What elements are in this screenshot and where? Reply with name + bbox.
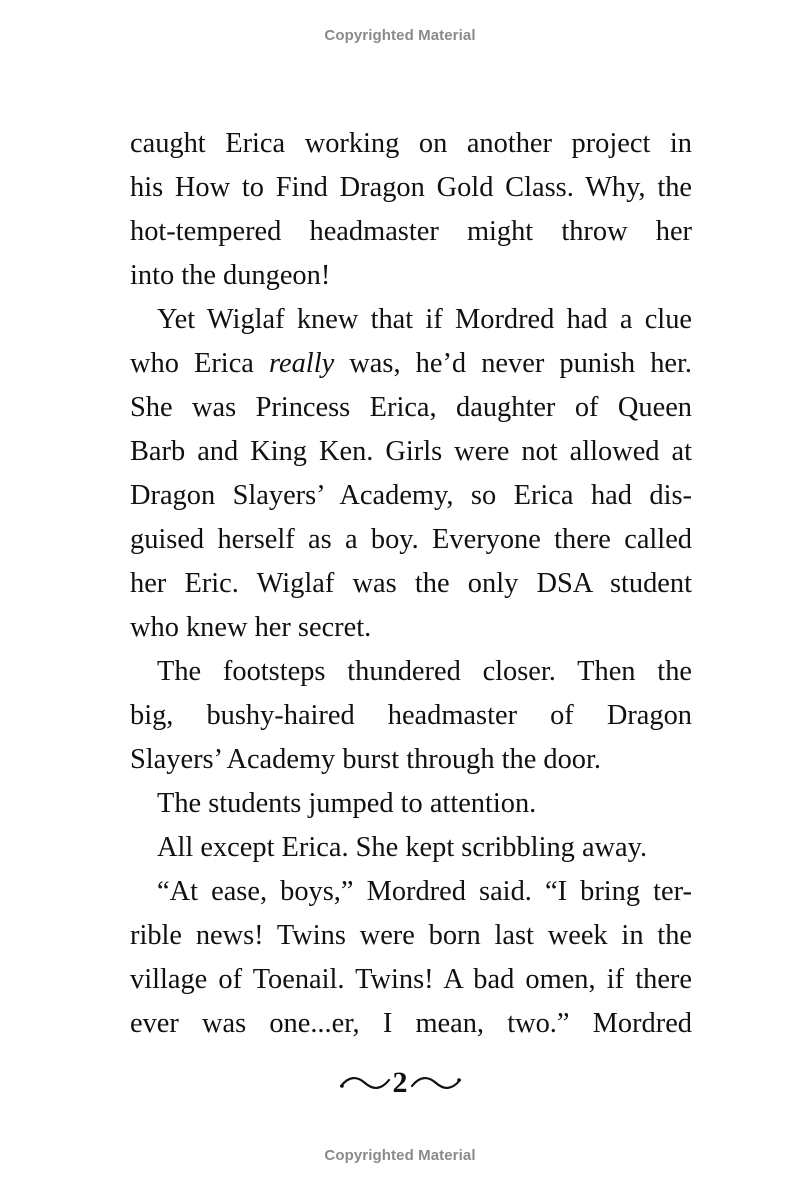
text-line: guised herself as a boy. Everyone there called: [130, 524, 692, 555]
page-number: 2: [392, 1066, 408, 1100]
right-swash-ornament-icon: [410, 1074, 462, 1092]
copyright-watermark-bottom: Copyrighted Material: [324, 1147, 476, 1164]
text-line: “At ease, boys,” Mordred said. “I bring ter-: [157, 876, 692, 907]
paragraph: [130, 122, 692, 298]
left-swash-ornament-icon: [339, 1074, 391, 1092]
text-line: village of Toenail. Twins! A bad omen, if there: [130, 964, 692, 995]
text-line: She was Princess Erica, daughter of Queen: [130, 392, 692, 423]
paragraph: [130, 782, 692, 826]
paragraph: [130, 826, 692, 870]
text-line: Dragon Slayers’ Academy, so Erica had dis-: [130, 480, 692, 511]
text-run: was, he’d never punish her.: [334, 348, 692, 379]
page-number-folio: [0, 1064, 800, 1100]
text-line: Yet Wiglaf knew that if Mordred had a clue: [157, 304, 692, 335]
text-line: The footsteps thundered closer. Then the: [157, 656, 692, 687]
text-line: caught Erica working on another project in: [130, 128, 692, 159]
text-line: rible news! Twins were born last week in the: [130, 920, 692, 951]
page-body-text: [130, 122, 692, 1046]
text-line: into the dungeon!: [130, 260, 331, 291]
text-line: All except Erica. She kept scribbling away.: [157, 832, 648, 863]
text-line: hot-tempered headmaster might throw her: [130, 216, 692, 247]
text-line: ever was one...er, I mean, two.” Mordred: [130, 1008, 692, 1039]
text-line: big, bushy-haired headmaster of Dragon: [130, 700, 692, 731]
paragraph: [130, 298, 692, 650]
text-line: Barb and King Ken. Girls were not allowed at: [130, 436, 692, 467]
text-line: her Eric. Wiglaf was the only DSA student: [130, 568, 692, 599]
paragraph: [130, 650, 692, 782]
text-line: [130, 342, 692, 386]
italic-emphasis: really: [269, 348, 335, 379]
copyright-watermark-top: Copyrighted Material: [324, 27, 476, 44]
text-run: who Erica: [130, 348, 270, 379]
text-line: The students jumped to attention.: [157, 788, 537, 819]
paragraph: [130, 870, 692, 1046]
text-line: his How to Find Dragon Gold Class. Why, the: [130, 172, 692, 203]
text-line: Slayers’ Academy burst through the door.: [130, 744, 601, 775]
text-line: who knew her secret.: [130, 612, 372, 643]
